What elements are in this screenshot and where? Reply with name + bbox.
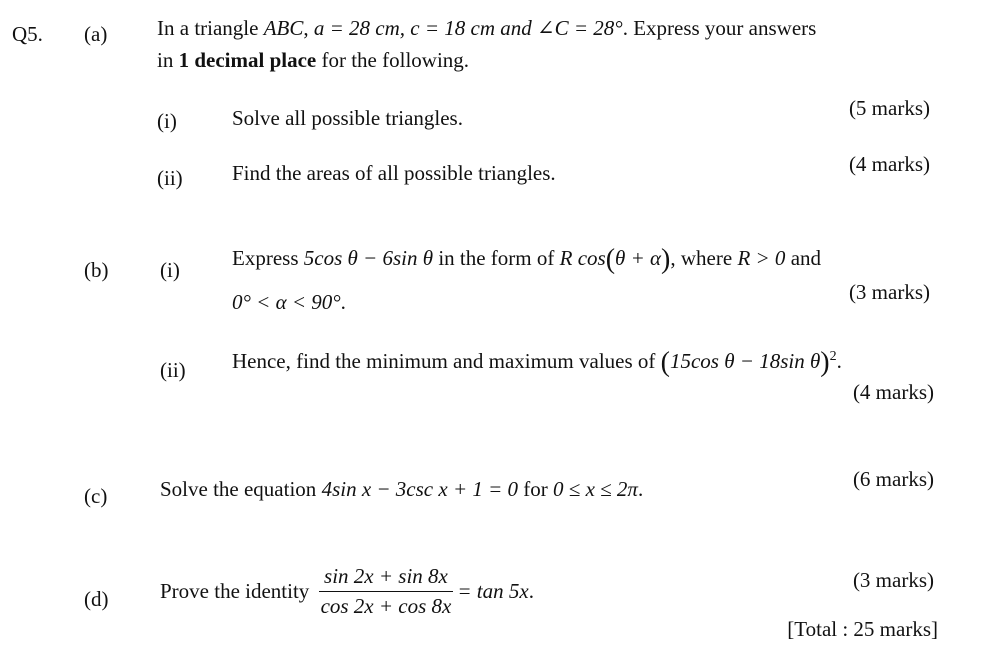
fraction-numerator: sin 2x + sin 8x: [319, 564, 454, 592]
target-form: R cos: [559, 246, 606, 270]
part-d-marks: (3 marks): [852, 568, 934, 592]
part-a-ii-label: (ii): [157, 166, 183, 190]
trig-expression: 15cos θ − 18sin θ: [669, 349, 821, 373]
stem-text: Hence, find the minimum and maximum values of: [232, 349, 661, 373]
stem-text: Solve the equation: [160, 477, 322, 501]
stem-text: .: [637, 477, 644, 501]
total-marks: [Total : 25 marks]: [787, 617, 938, 641]
stem-text: for: [518, 477, 554, 501]
identity-fraction: [319, 564, 454, 619]
part-b-ii-marks: (4 marks): [852, 380, 934, 404]
identity-rhs: = tan 5x: [457, 579, 529, 604]
stem-text: for the following.: [316, 48, 470, 72]
part-b-ii-label: (ii): [160, 358, 186, 382]
stem-bold-text: 1 decimal place: [178, 48, 317, 72]
trig-expression: 5cos θ − 6sin θ: [303, 246, 434, 270]
stem-text: Prove the identity: [160, 579, 310, 604]
stem-text: . Express your answers: [622, 16, 817, 40]
part-a-label: (a): [84, 22, 108, 46]
part-c-marks: (6 marks): [852, 467, 934, 491]
part-a-ii-marks: (4 marks): [848, 152, 930, 176]
part-c-label: (c): [84, 484, 108, 508]
equation: 4sin x − 3csc x + 1 = 0: [321, 477, 519, 501]
stem-text: , where: [670, 246, 738, 270]
part-b-ii-text: Hence, find the minimum and maximum values of (15cos θ − 18sin θ)$^2$.: [232, 347, 842, 378]
part-b-i-line1: Express 5cos θ − 6sin θ in the form of R cos(θ + α), where R > 0 and: [232, 244, 822, 275]
stem-text: .: [528, 579, 534, 604]
angle-range: 0° < α < 90°: [232, 290, 341, 314]
stem-triangle-name: ABC: [263, 16, 304, 40]
part-a-stem-line2: [157, 48, 469, 73]
stem-text: In a triangle: [157, 16, 264, 40]
part-b-label: (b): [84, 258, 109, 282]
stem-text: .: [836, 349, 842, 373]
part-c-text: [160, 477, 643, 502]
part-d-label: (d): [84, 587, 109, 611]
stem-text: .: [340, 290, 346, 314]
stem-given-values: a = 28 cm, c = 18 cm and ∠C = 28°: [313, 16, 623, 40]
fraction-denominator: cos 2x + cos 8x: [320, 594, 452, 619]
stem-text: ,: [303, 16, 314, 40]
part-a-i-marks: (5 marks): [848, 96, 930, 120]
target-form-argument: θ + α: [615, 246, 662, 270]
part-a-ii-text: Find the areas of all possible triangles.: [232, 161, 556, 185]
domain-range: 0 ≤ x ≤ 2π: [553, 477, 638, 501]
part-d-text: [160, 564, 534, 619]
stem-text: in: [157, 48, 179, 72]
part-b-i-marks: (3 marks): [848, 280, 930, 304]
part-a-i-text: Solve all possible triangles.: [232, 106, 463, 130]
part-b-i-line2: [232, 290, 346, 315]
stem-text: in the form of: [433, 246, 560, 270]
part-a-stem-line1: [157, 16, 816, 41]
stem-text: and: [785, 246, 822, 270]
stem-text: Express: [232, 246, 304, 270]
part-b-i-label: (i): [160, 258, 180, 282]
exponent: 2: [829, 349, 837, 364]
part-a-i-label: (i): [157, 109, 177, 133]
condition: R > 0: [737, 246, 786, 270]
question-number: Q5.: [12, 22, 43, 46]
